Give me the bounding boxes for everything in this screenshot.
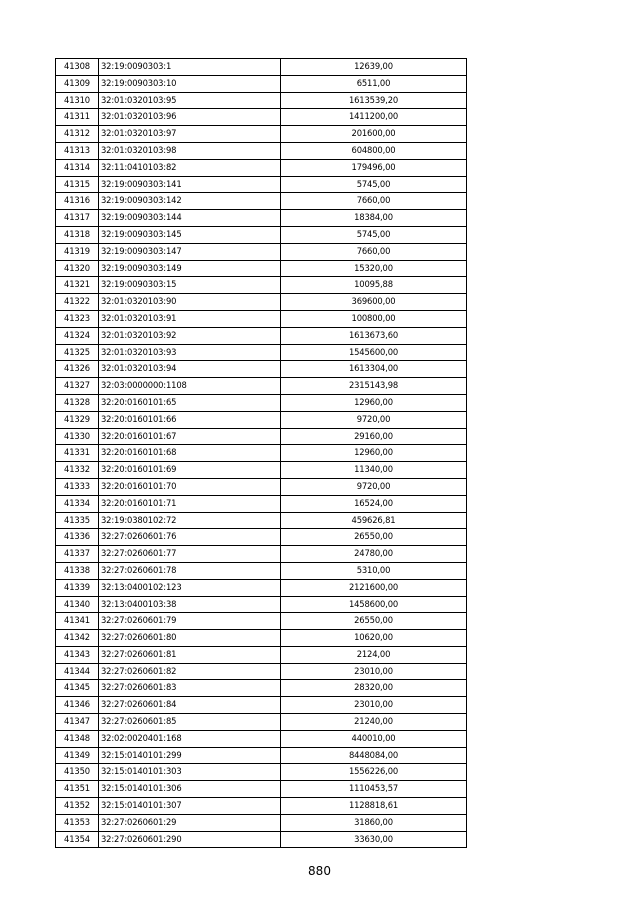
table-row [56, 310, 467, 327]
row-number-cell: 41349 [56, 747, 99, 764]
table-row [56, 59, 467, 76]
cadastral-number-cell: 32:15:0140101:306 [99, 781, 281, 798]
row-number-cell: 41342 [56, 630, 99, 647]
row-number-cell: 41338 [56, 562, 99, 579]
cadastral-number-cell: 32:19:0090303:145 [99, 226, 281, 243]
row-number-cell: 41343 [56, 646, 99, 663]
cadastral-number-cell: 32:20:0160101:71 [99, 495, 281, 512]
value-cell: 33630,00 [281, 831, 467, 848]
value-cell: 10620,00 [281, 630, 467, 647]
table-body [56, 59, 467, 848]
row-number-cell: 41347 [56, 714, 99, 731]
value-cell: 1545600,00 [281, 344, 467, 361]
table-row [56, 562, 467, 579]
value-cell: 2315143,98 [281, 378, 467, 395]
row-number-cell: 41351 [56, 781, 99, 798]
value-cell: 29160,00 [281, 428, 467, 445]
cadastral-number-cell: 32:01:0320103:98 [99, 142, 281, 159]
cadastral-number-cell: 32:27:0260601:76 [99, 529, 281, 546]
row-number-cell: 41308 [56, 59, 99, 76]
table-row [56, 529, 467, 546]
table-row [56, 798, 467, 815]
value-cell: 15320,00 [281, 260, 467, 277]
row-number-cell: 41321 [56, 277, 99, 294]
table-row [56, 764, 467, 781]
cadastral-number-cell: 32:19:0090303:142 [99, 193, 281, 210]
value-cell: 26550,00 [281, 613, 467, 630]
row-number-cell: 41334 [56, 495, 99, 512]
value-cell: 440010,00 [281, 730, 467, 747]
cadastral-number-cell: 32:19:0090303:144 [99, 210, 281, 227]
table-row [56, 176, 467, 193]
row-number-cell: 41324 [56, 327, 99, 344]
value-cell: 2124,00 [281, 646, 467, 663]
value-cell: 12960,00 [281, 394, 467, 411]
cadastral-number-cell: 32:27:0260601:84 [99, 697, 281, 714]
row-number-cell: 41331 [56, 445, 99, 462]
cadastral-number-cell: 32:19:0090303:147 [99, 243, 281, 260]
cadastral-number-cell: 32:13:0400102:123 [99, 579, 281, 596]
table-row [56, 831, 467, 848]
value-cell: 459626,81 [281, 512, 467, 529]
table-row [56, 445, 467, 462]
row-number-cell: 41313 [56, 142, 99, 159]
table-row [56, 646, 467, 663]
cadastral-number-cell: 32:27:0260601:78 [99, 562, 281, 579]
table-row [56, 92, 467, 109]
table-row [56, 260, 467, 277]
value-cell: 18384,00 [281, 210, 467, 227]
row-number-cell: 41329 [56, 411, 99, 428]
table-row [56, 680, 467, 697]
cadastral-number-cell: 32:15:0140101:303 [99, 764, 281, 781]
row-number-cell: 41312 [56, 126, 99, 143]
value-cell: 369600,00 [281, 294, 467, 311]
value-cell: 9720,00 [281, 478, 467, 495]
table-row [56, 630, 467, 647]
table-row [56, 546, 467, 563]
row-number-cell: 41316 [56, 193, 99, 210]
row-number-cell: 41314 [56, 159, 99, 176]
table-row [56, 142, 467, 159]
value-cell: 9720,00 [281, 411, 467, 428]
table-row [56, 697, 467, 714]
table-row [56, 294, 467, 311]
value-cell: 1128818,61 [281, 798, 467, 815]
cadastral-number-cell: 32:03:0000000:1108 [99, 378, 281, 395]
row-number-cell: 41339 [56, 579, 99, 596]
row-number-cell: 41332 [56, 462, 99, 479]
row-number-cell: 41350 [56, 764, 99, 781]
cadastral-number-cell: 32:20:0160101:66 [99, 411, 281, 428]
cadastral-number-cell: 32:01:0320103:96 [99, 109, 281, 126]
cadastral-number-cell: 32:20:0160101:70 [99, 478, 281, 495]
table-row [56, 75, 467, 92]
value-cell: 1613304,00 [281, 361, 467, 378]
value-cell: 23010,00 [281, 663, 467, 680]
value-cell: 7660,00 [281, 243, 467, 260]
table-row [56, 579, 467, 596]
table-row [56, 495, 467, 512]
page-number: 880 [308, 864, 331, 878]
table-row [56, 814, 467, 831]
row-number-cell: 41326 [56, 361, 99, 378]
row-number-cell: 41311 [56, 109, 99, 126]
value-cell: 24780,00 [281, 546, 467, 563]
table-row [56, 596, 467, 613]
cadastral-number-cell: 32:19:0090303:10 [99, 75, 281, 92]
cadastral-number-cell: 32:27:0260601:77 [99, 546, 281, 563]
table-row [56, 428, 467, 445]
cadastral-number-cell: 32:20:0160101:67 [99, 428, 281, 445]
value-cell: 26550,00 [281, 529, 467, 546]
value-cell: 11340,00 [281, 462, 467, 479]
cadastral-number-cell: 32:01:0320103:91 [99, 310, 281, 327]
cadastral-number-cell: 32:01:0320103:92 [99, 327, 281, 344]
table-row [56, 277, 467, 294]
table-row [56, 109, 467, 126]
value-cell: 5745,00 [281, 226, 467, 243]
cadastral-number-cell: 32:19:0090303:149 [99, 260, 281, 277]
table-row [56, 344, 467, 361]
table-row [56, 126, 467, 143]
cadastral-number-cell: 32:19:0090303:15 [99, 277, 281, 294]
table-row [56, 159, 467, 176]
table-row [56, 663, 467, 680]
value-cell: 179496,00 [281, 159, 467, 176]
row-number-cell: 41318 [56, 226, 99, 243]
table-row [56, 210, 467, 227]
value-cell: 201600,00 [281, 126, 467, 143]
row-number-cell: 41353 [56, 814, 99, 831]
table-row [56, 411, 467, 428]
cadastral-number-cell: 32:01:0320103:95 [99, 92, 281, 109]
row-number-cell: 41323 [56, 310, 99, 327]
value-cell: 1411200,00 [281, 109, 467, 126]
row-number-cell: 41352 [56, 798, 99, 815]
value-cell: 12639,00 [281, 59, 467, 76]
value-cell: 1458600,00 [281, 596, 467, 613]
table-row [56, 613, 467, 630]
cadastral-number-cell: 32:27:0260601:80 [99, 630, 281, 647]
value-cell: 31860,00 [281, 814, 467, 831]
value-cell: 1613539,20 [281, 92, 467, 109]
value-cell: 10095,88 [281, 277, 467, 294]
row-number-cell: 41336 [56, 529, 99, 546]
table-row [56, 462, 467, 479]
cadastral-number-cell: 32:11:0410103:82 [99, 159, 281, 176]
cadastral-number-cell: 32:20:0160101:65 [99, 394, 281, 411]
cadastral-number-cell: 32:01:0320103:97 [99, 126, 281, 143]
table-row [56, 478, 467, 495]
table-row [56, 226, 467, 243]
row-number-cell: 41330 [56, 428, 99, 445]
cadastral-number-cell: 32:19:0090303:141 [99, 176, 281, 193]
cadastral-value-table [55, 58, 467, 848]
value-cell: 21240,00 [281, 714, 467, 731]
cadastral-number-cell: 32:27:0260601:81 [99, 646, 281, 663]
cadastral-number-cell: 32:19:0380102:72 [99, 512, 281, 529]
cadastral-number-cell: 32:20:0160101:68 [99, 445, 281, 462]
row-number-cell: 41341 [56, 613, 99, 630]
table-row [56, 394, 467, 411]
value-cell: 6511,00 [281, 75, 467, 92]
value-cell: 28320,00 [281, 680, 467, 697]
row-number-cell: 41337 [56, 546, 99, 563]
table-row [56, 243, 467, 260]
row-number-cell: 41320 [56, 260, 99, 277]
value-cell: 23010,00 [281, 697, 467, 714]
cadastral-number-cell: 32:27:0260601:290 [99, 831, 281, 848]
value-cell: 5745,00 [281, 176, 467, 193]
table-row [56, 361, 467, 378]
row-number-cell: 41309 [56, 75, 99, 92]
row-number-cell: 41327 [56, 378, 99, 395]
cadastral-number-cell: 32:01:0320103:94 [99, 361, 281, 378]
value-cell: 100800,00 [281, 310, 467, 327]
cadastral-number-cell: 32:13:0400103:38 [99, 596, 281, 613]
cadastral-number-cell: 32:27:0260601:79 [99, 613, 281, 630]
cadastral-number-cell: 32:27:0260601:85 [99, 714, 281, 731]
value-cell: 8448084,00 [281, 747, 467, 764]
value-cell: 604800,00 [281, 142, 467, 159]
row-number-cell: 41335 [56, 512, 99, 529]
table-row [56, 193, 467, 210]
table-row [56, 378, 467, 395]
cadastral-number-cell: 32:27:0260601:83 [99, 680, 281, 697]
cadastral-number-cell: 32:20:0160101:69 [99, 462, 281, 479]
row-number-cell: 41328 [56, 394, 99, 411]
value-cell: 1110453,57 [281, 781, 467, 798]
value-cell: 1613673,60 [281, 327, 467, 344]
value-cell: 16524,00 [281, 495, 467, 512]
cadastral-number-cell: 32:15:0140101:307 [99, 798, 281, 815]
value-cell: 7660,00 [281, 193, 467, 210]
cadastral-number-cell: 32:01:0320103:93 [99, 344, 281, 361]
value-cell: 2121600,00 [281, 579, 467, 596]
cadastral-number-cell: 32:19:0090303:1 [99, 59, 281, 76]
value-cell: 12960,00 [281, 445, 467, 462]
row-number-cell: 41344 [56, 663, 99, 680]
value-cell: 5310,00 [281, 562, 467, 579]
cadastral-number-cell: 32:02:0020401:168 [99, 730, 281, 747]
row-number-cell: 41345 [56, 680, 99, 697]
row-number-cell: 41322 [56, 294, 99, 311]
table-row [56, 714, 467, 731]
table-row [56, 730, 467, 747]
table-row [56, 781, 467, 798]
row-number-cell: 41310 [56, 92, 99, 109]
row-number-cell: 41354 [56, 831, 99, 848]
table-row [56, 747, 467, 764]
table-row [56, 327, 467, 344]
row-number-cell: 41340 [56, 596, 99, 613]
row-number-cell: 41348 [56, 730, 99, 747]
row-number-cell: 41315 [56, 176, 99, 193]
cadastral-number-cell: 32:27:0260601:29 [99, 814, 281, 831]
row-number-cell: 41317 [56, 210, 99, 227]
row-number-cell: 41319 [56, 243, 99, 260]
row-number-cell: 41333 [56, 478, 99, 495]
value-cell: 1556226,00 [281, 764, 467, 781]
row-number-cell: 41325 [56, 344, 99, 361]
row-number-cell: 41346 [56, 697, 99, 714]
cadastral-number-cell: 32:01:0320103:90 [99, 294, 281, 311]
cadastral-number-cell: 32:27:0260601:82 [99, 663, 281, 680]
table-row [56, 512, 467, 529]
cadastral-number-cell: 32:15:0140101:299 [99, 747, 281, 764]
